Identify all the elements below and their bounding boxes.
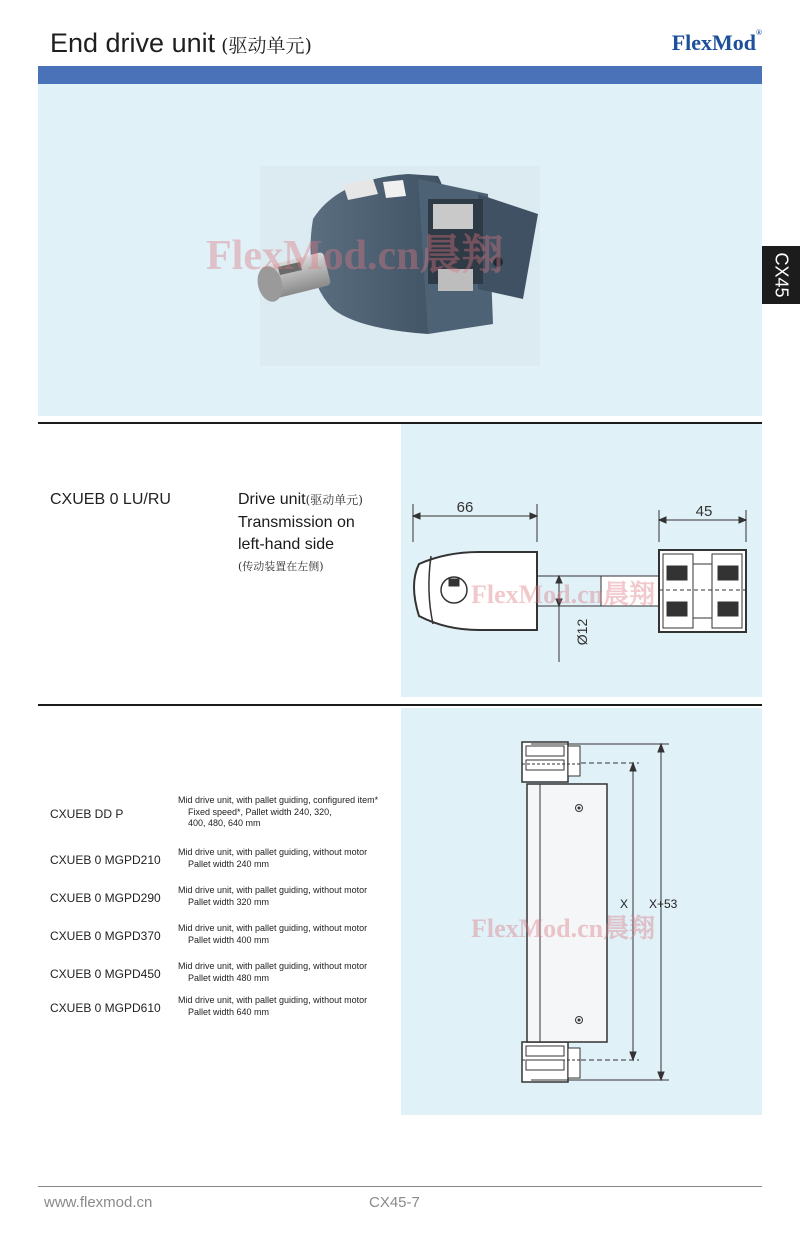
header-bar (38, 66, 762, 84)
section-tab-label: CX45 (771, 252, 792, 298)
product-description (178, 961, 367, 984)
description-line: Pallet width 640 mm (188, 1006, 270, 1017)
product-code: CXUEB 0 LU/RU (50, 491, 171, 508)
product-photo-panel (38, 84, 762, 416)
description-line: Mid drive unit, with pallet guiding, without motor (178, 995, 368, 1005)
description-line: Pallet width 320 mm (188, 896, 270, 907)
drawing-panel-drive-unit (401, 424, 762, 697)
product-name (238, 491, 363, 509)
brand-logo (672, 30, 762, 56)
product-description (178, 847, 367, 870)
description-line: Pallet width 240 mm (188, 858, 270, 869)
page-number: CX45-7 (369, 1194, 420, 1211)
page-title-cn: (驱动单元) (221, 35, 312, 57)
product-description (178, 885, 367, 908)
product-code: CXUEB 0 MGPD450 (50, 967, 161, 981)
description-line: Fixed speed*, Pallet width 240, 320, (188, 806, 332, 817)
description-line: Mid drive unit, with pallet guiding, configured item* (178, 795, 379, 805)
product-desc-line: Transmission on (238, 514, 355, 531)
registered-mark: ® (756, 28, 762, 37)
description-line: Pallet width 400 mm (188, 934, 270, 945)
footer-url[interactable]: www.flexmod.cn (44, 1194, 153, 1211)
product-description (178, 923, 367, 946)
dim-x53-label: X+53 (649, 897, 678, 911)
product-code: CXUEB 0 MGPD210 (50, 853, 161, 867)
watermark: FlexMod.cn晨翔 (206, 233, 504, 279)
brand-name: FlexMod (671, 30, 757, 55)
product-code: CXUEB DD P (50, 807, 124, 821)
drawing-panel-mid-drive (401, 708, 762, 1115)
product-name-text: Drive unit (238, 491, 306, 508)
dim-shaft-label: Ø12 (574, 618, 590, 646)
dim-width-label: 66 (456, 499, 474, 516)
product-code: CXUEB 0 MGPD290 (50, 891, 161, 905)
product-name-cn: (驱动单元) (305, 493, 363, 507)
description-line: Mid drive unit, with pallet guiding, without motor (178, 961, 368, 971)
product-description (178, 995, 367, 1018)
description-line: Mid drive unit, with pallet guiding, without motor (178, 923, 368, 933)
product-note-cn: (传动装置在左侧) (238, 560, 324, 573)
watermark: FlexMod.cn晨翔 (471, 580, 656, 609)
product-code: CXUEB 0 MGPD370 (50, 929, 161, 943)
drive-unit-drawing (401, 424, 762, 697)
description-line: Mid drive unit, with pallet guiding, without motor (178, 885, 368, 895)
description-line: Mid drive unit, with pallet guiding, without motor (178, 847, 368, 857)
product-description (178, 795, 378, 830)
product-code: CXUEB 0 MGPD610 (50, 1001, 161, 1015)
page-title-text: End drive unit (50, 28, 216, 58)
description-line: Pallet width 480 mm (188, 972, 270, 983)
footer-divider (38, 1186, 762, 1187)
section-tab[interactable] (762, 246, 800, 304)
dim-x-label: X (619, 897, 628, 911)
page-title (50, 28, 312, 59)
description-line: 400, 480, 640 mm (188, 818, 261, 828)
watermark: FlexMod.cn晨翔 (471, 914, 656, 943)
dim-depth-label: 45 (695, 503, 713, 520)
divider (38, 704, 762, 706)
product-desc-line: left-hand side (238, 536, 335, 553)
